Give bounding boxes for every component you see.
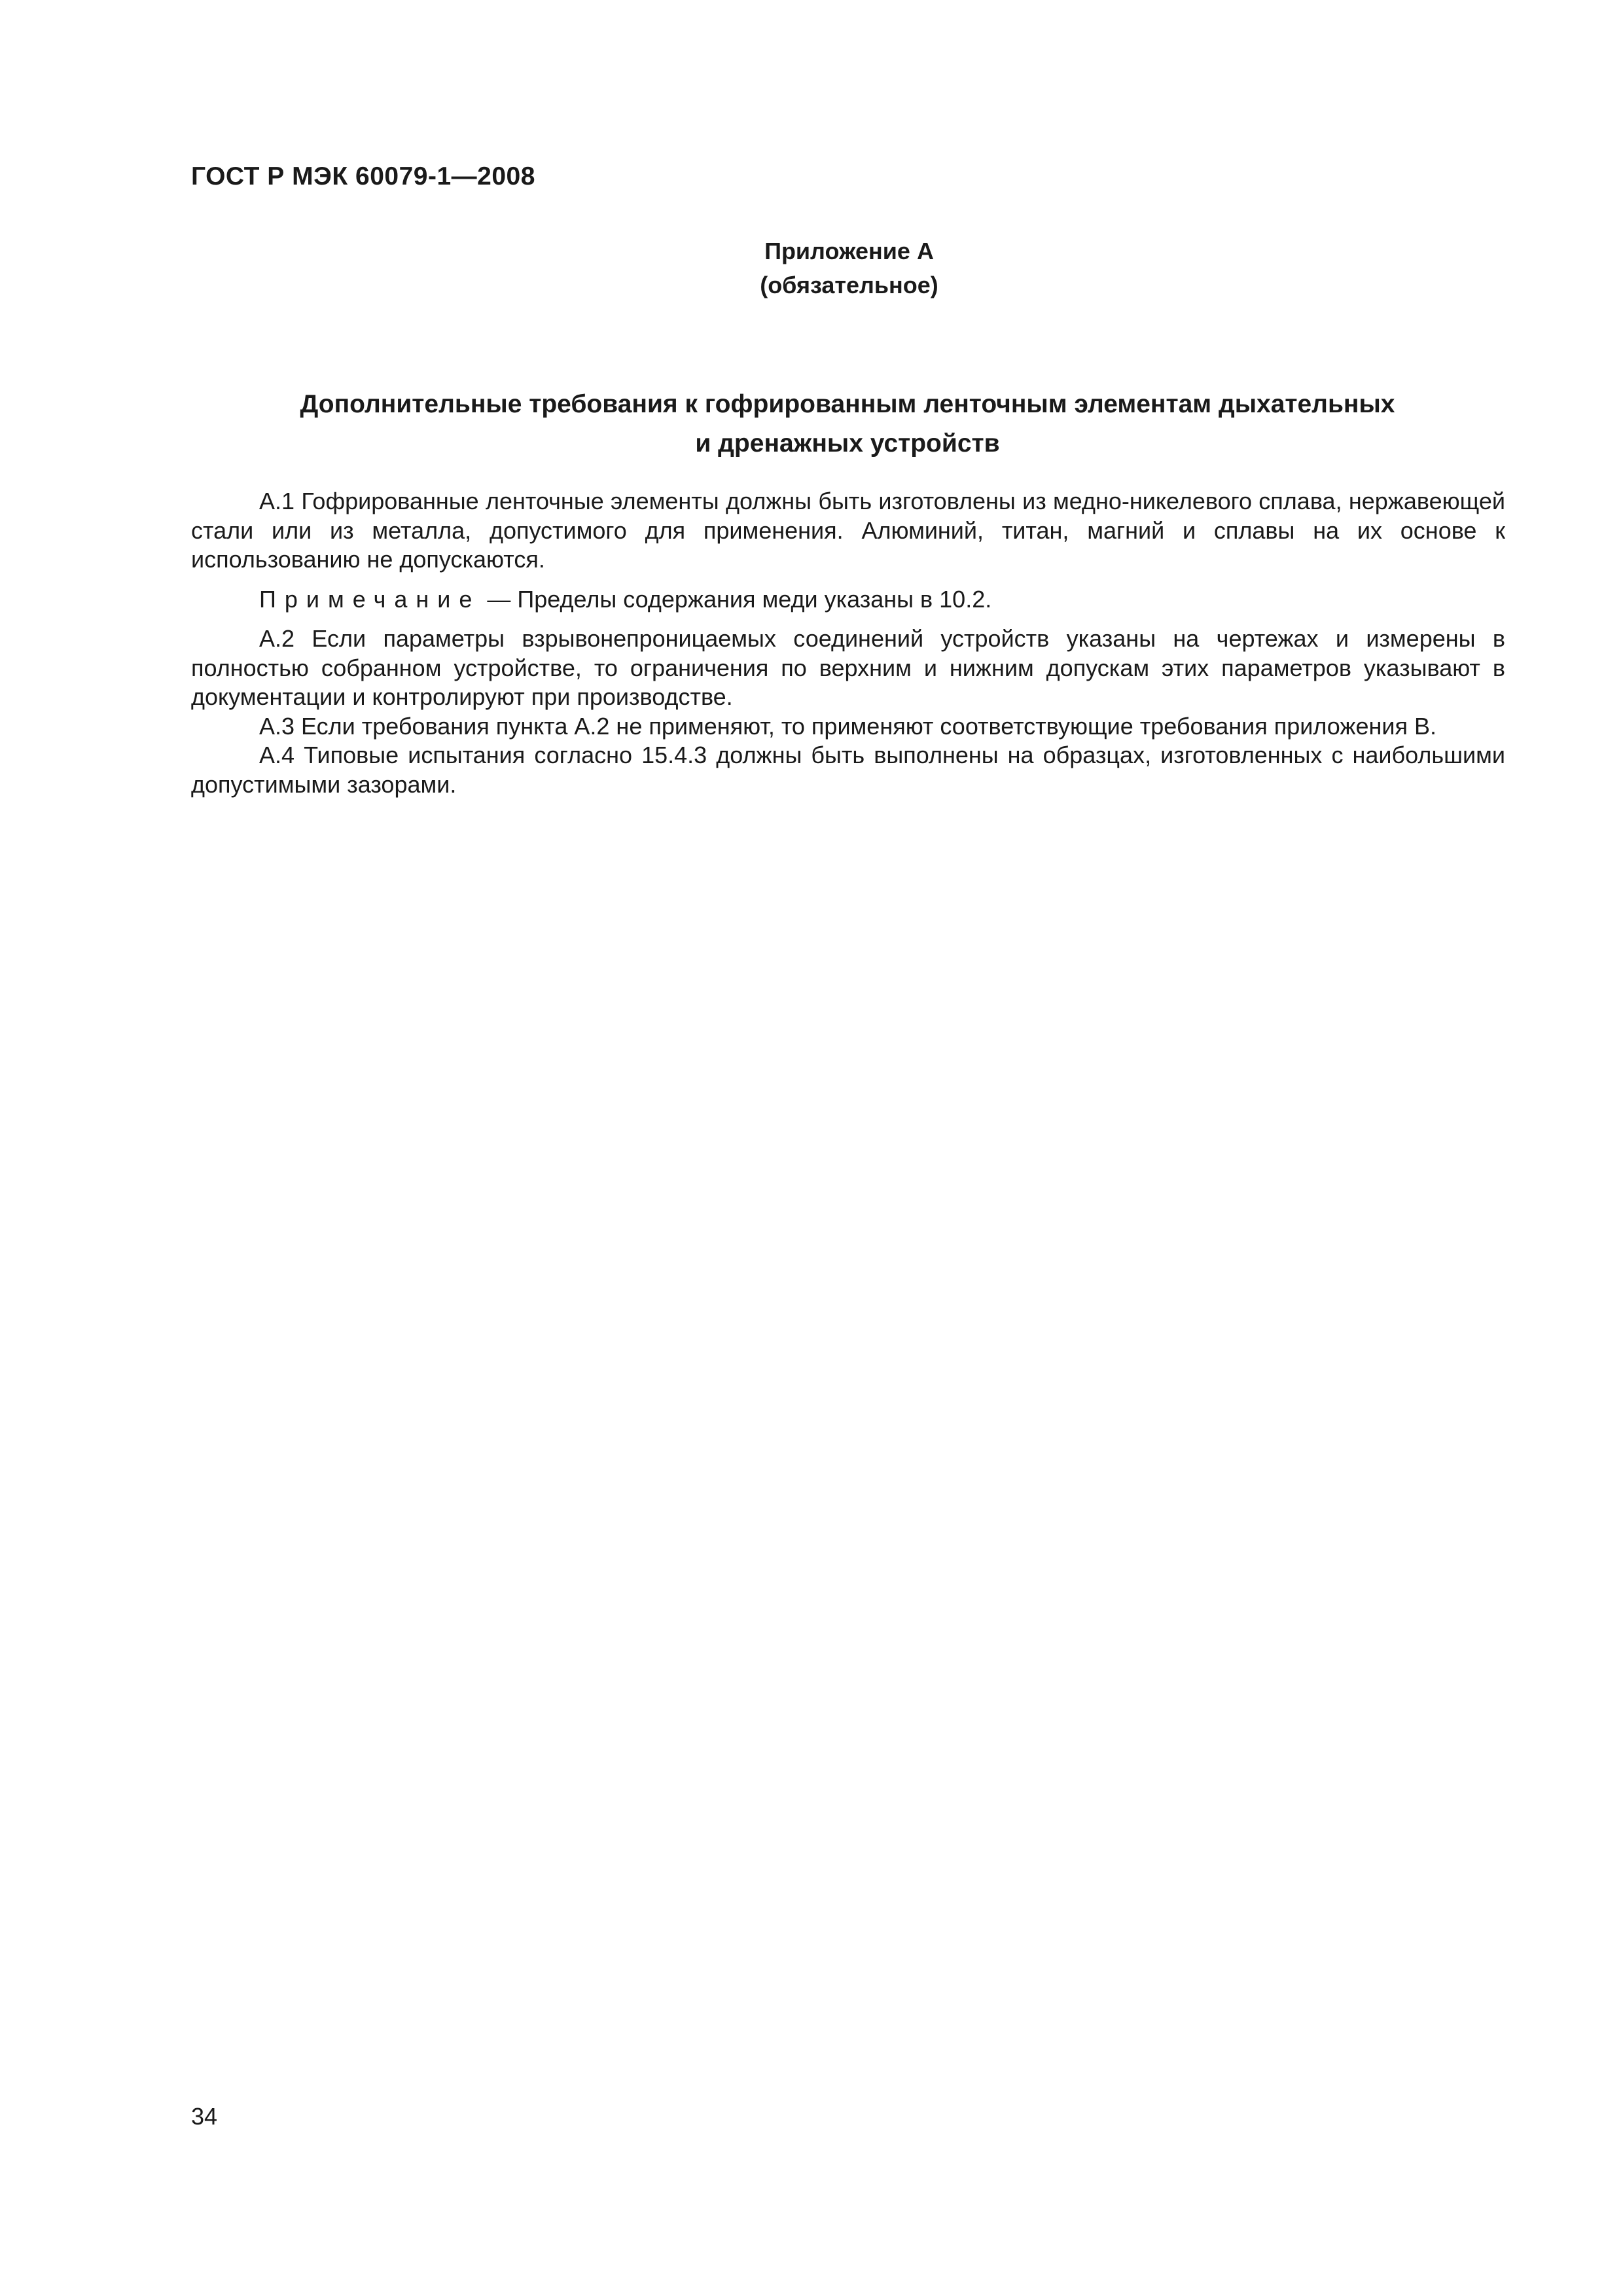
annex-status: (обязательное) bbox=[760, 272, 938, 298]
note-paragraph bbox=[191, 585, 1505, 615]
page-number: 34 bbox=[191, 2103, 218, 2130]
body-text bbox=[191, 487, 1505, 799]
paragraph-a4: А.4 Типовые испытания согласно 15.4.3 должны быть выполнены на образцах, изготовленных с наибольшими допустимыми зазорами. bbox=[191, 742, 1505, 798]
paragraph-a2: А.2 Если параметры взрывонепроницаемых соединений устройств указаны на чертежах и измерены в полностью собранном устройстве, то ограничения по верхним и нижним допускам этих параметров указывают в документации и контролируют при производстве. bbox=[191, 625, 1505, 710]
note-text: — Пределы содержания меди указаны в 10.2. bbox=[480, 585, 992, 613]
paragraph-a1: А.1 Гофрированные ленточные элементы должны быть изготовлены из медно-никелевого сплава, нержавеющей стали или из металла, допустимого для применения. Алюминий, титан, магний и сплавы на их основе к использованию не допускаются. bbox=[191, 488, 1505, 573]
note-label: Примечание bbox=[259, 585, 481, 613]
paragraph-a3: А.3 Если требования пункта А.2 не применяют, то применяют соответствующие требования приложения В. bbox=[259, 712, 1436, 740]
section-title bbox=[191, 385, 1504, 463]
standard-code-header: ГОСТ Р МЭК 60079-1—2008 bbox=[191, 162, 535, 190]
section-title-line-2: и дренажных устройств bbox=[695, 429, 1000, 457]
annex-title: Приложение А bbox=[764, 238, 934, 264]
section-title-line-1: Дополнительные требования к гофрированным ленточным элементам дыхательных bbox=[300, 390, 1395, 418]
annex-heading bbox=[0, 234, 1623, 302]
